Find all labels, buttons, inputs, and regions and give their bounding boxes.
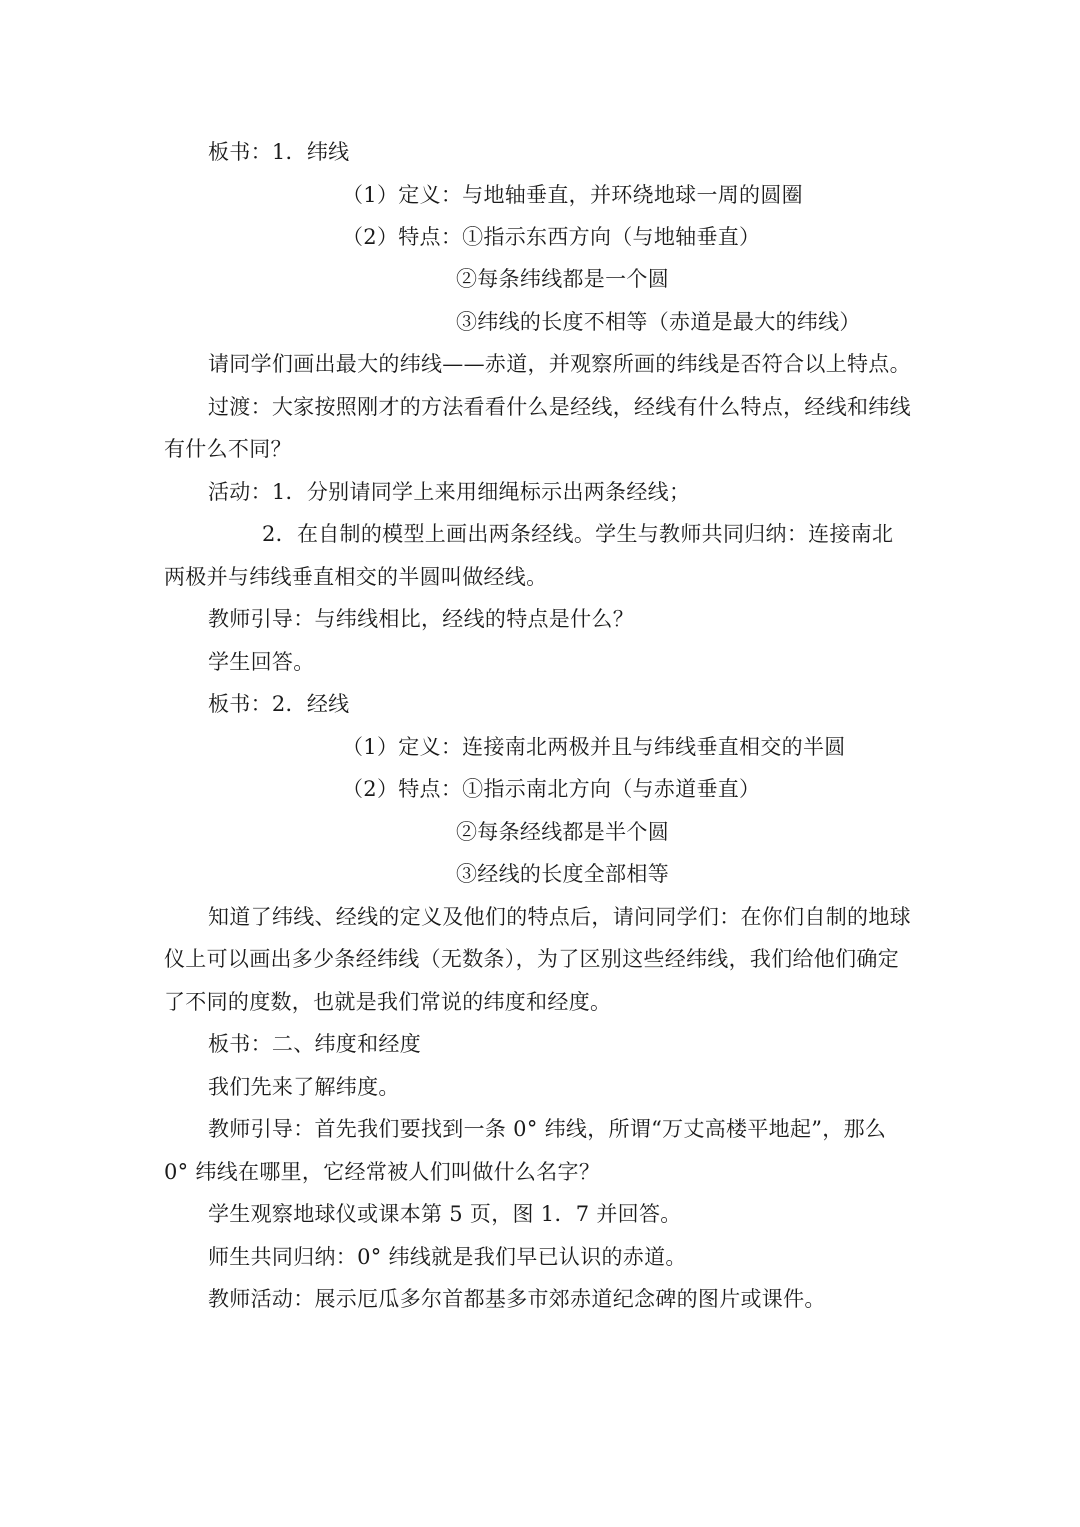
paragraph-degrees: 知道了纬线、经线的定义及他们的特点后，请问同学们：在你们自制的地球 <box>208 905 911 929</box>
student-answer: 学生回答。 <box>208 650 315 674</box>
latitude-definition: （1）定义：与地轴垂直，并环绕地球一周的圆圈 <box>342 183 803 207</box>
longitude-feature-3: ③经线的长度全部相等 <box>456 862 669 886</box>
paragraph-degrees-cont-2: 了不同的度数，也就是我们常说的纬度和经度。 <box>164 990 612 1014</box>
activity-2: 2．在自制的模型上画出两条经线。学生与教师共同归纳：连接南北 <box>262 522 894 546</box>
latitude-feature-2: ②每条纬线都是一个圆 <box>456 267 669 291</box>
student-observe: 学生观察地球仪或课本第 5 页，图 1．7 并回答。 <box>208 1202 682 1226</box>
board-note-section-2: 板书：二、纬度和经度 <box>208 1032 421 1056</box>
teacher-guide-1: 教师引导：与纬线相比，经线的特点是什么？ <box>208 607 634 631</box>
teacher-activity: 教师活动：展示厄瓜多尔首都基多市郊赤道纪念碑的图片或课件。 <box>208 1287 826 1311</box>
longitude-feature-2: ②每条经线都是半个圆 <box>456 820 669 844</box>
activity-2-cont: 两极并与纬线垂直相交的半圆叫做经线。 <box>164 565 548 589</box>
board-note-latitude-heading: 板书：1．纬线 <box>208 140 350 164</box>
longitude-definition: （1）定义：连接南北两极并且与纬线垂直相交的半圆 <box>342 735 846 759</box>
longitude-feature-1: （2）特点：①指示南北方向（与赤道垂直） <box>342 777 761 801</box>
paragraph-degrees-cont-1: 仪上可以画出多少条经纬线（无数条），为了区别这些经纬线，我们给他们确定 <box>164 947 899 971</box>
board-note-longitude-heading: 板书：2．经线 <box>208 692 350 716</box>
paragraph-draw-equator: 请同学们画出最大的纬线——赤道，并观察所画的纬线是否符合以上特点。 <box>208 352 911 376</box>
paragraph-transition: 过渡：大家按照刚才的方法看看什么是经线，经线有什么特点，经线和纬线 <box>208 395 911 419</box>
paragraph-learn-latitude: 我们先来了解纬度。 <box>208 1075 400 1099</box>
latitude-feature-1: （2）特点：①指示东西方向（与地轴垂直） <box>342 225 761 249</box>
teacher-guide-2-cont: 0° 纬线在哪里，它经常被人们叫做什么名字？ <box>164 1160 601 1184</box>
latitude-feature-3: ③纬线的长度不相等（赤道是最大的纬线） <box>456 310 861 334</box>
teacher-guide-2: 教师引导：首先我们要找到一条 0° 纬线，所谓“万丈高楼平地起”，那么 <box>208 1117 887 1141</box>
activity-1: 活动：1．分别请同学上来用细绳标示出两条经线； <box>208 480 691 504</box>
summary-equator: 师生共同归纳：0° 纬线就是我们早已认识的赤道。 <box>208 1245 687 1269</box>
paragraph-transition-cont: 有什么不同？ <box>164 437 292 461</box>
